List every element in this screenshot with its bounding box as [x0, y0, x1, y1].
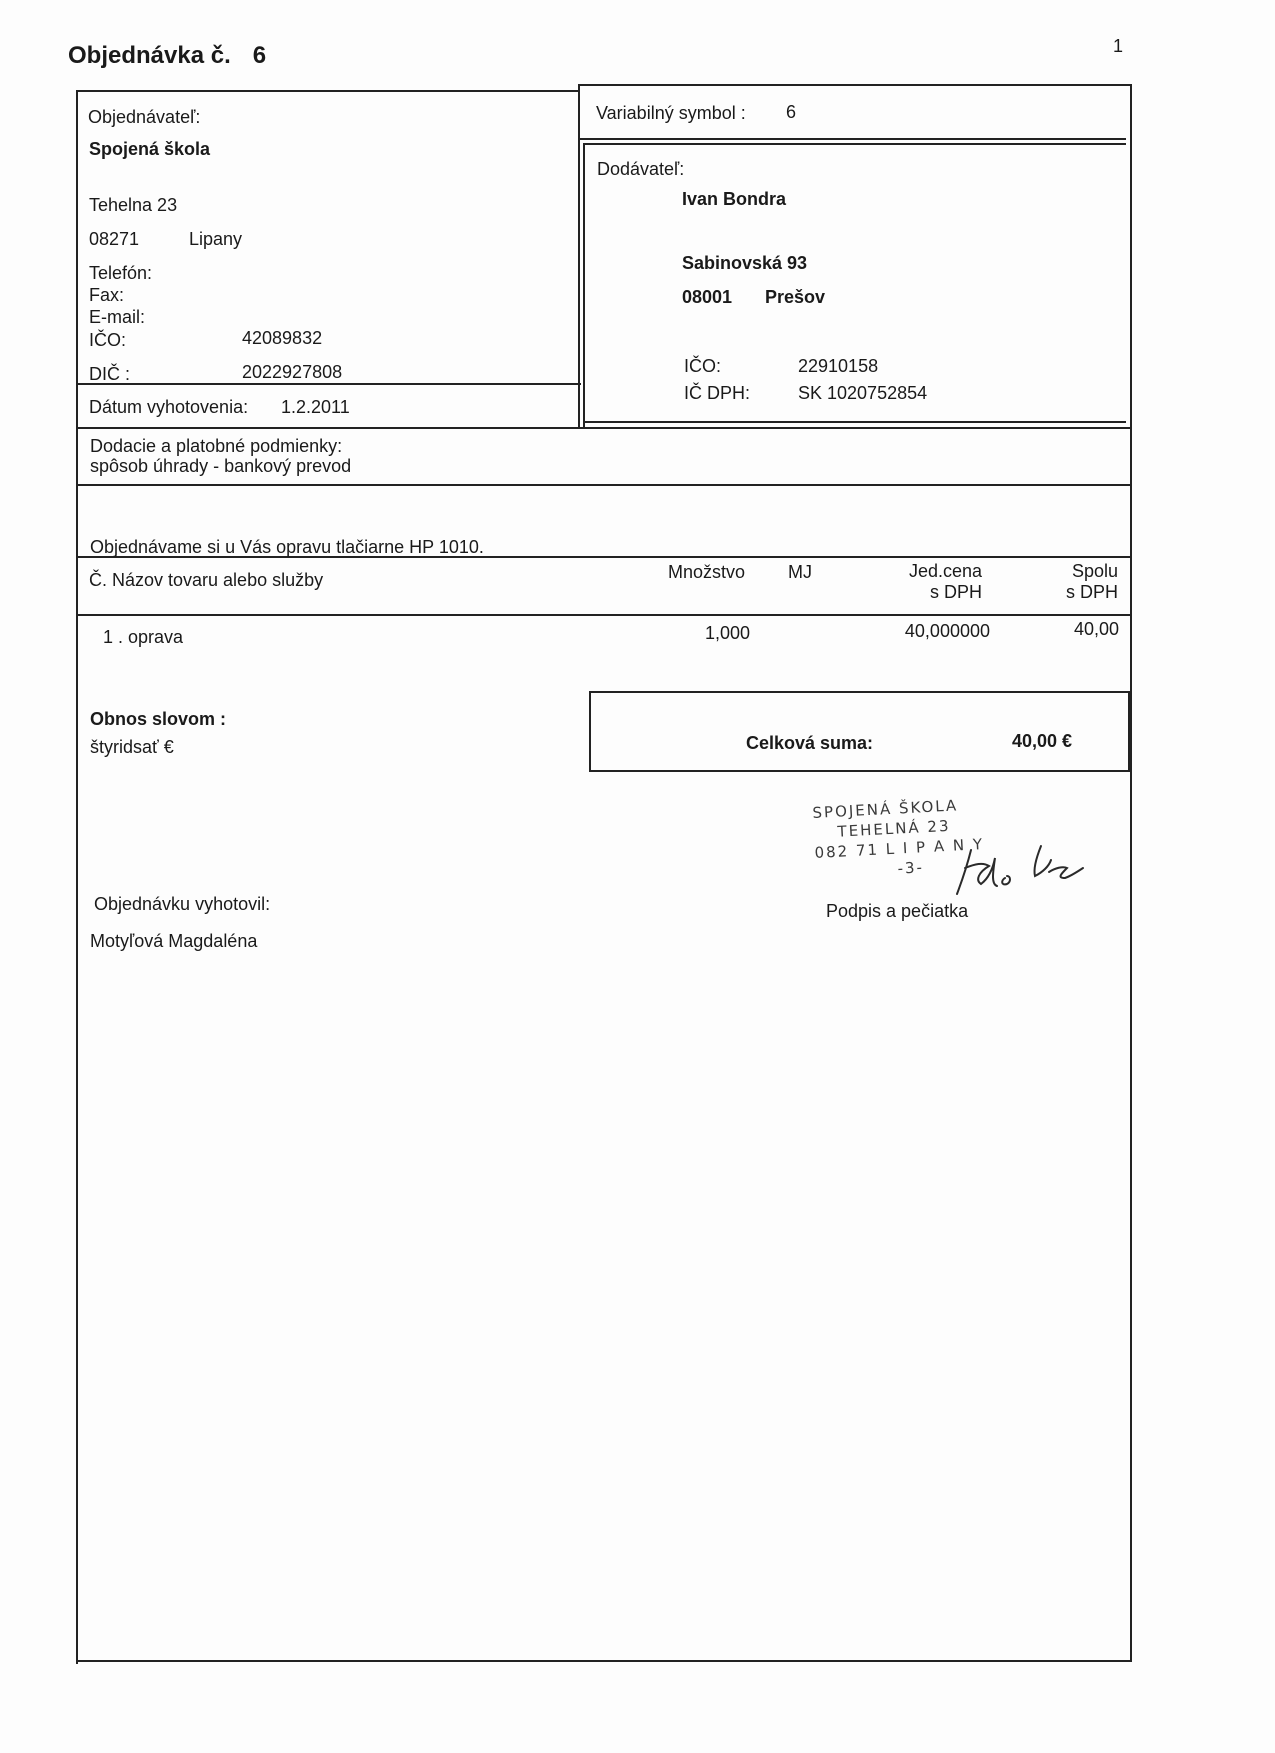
frame-top-left-border: [76, 90, 579, 92]
document-title: Objednávka č. 6: [68, 42, 267, 69]
variable-symbol-value: 6: [786, 102, 797, 122]
terms-value: spôsob úhrady - bankový prevod: [90, 456, 352, 476]
orderer-city: Lipany: [189, 229, 243, 249]
handwritten-signature: [945, 838, 1095, 902]
order-number: 6: [252, 42, 267, 69]
frame-left-border: [76, 90, 78, 1664]
supplier-street: Sabinovská 93: [682, 253, 808, 273]
total-label: Celková suma:: [746, 733, 874, 753]
supplier-inner-left-border: [583, 143, 585, 427]
supplier-ico-label: IČO:: [684, 356, 722, 376]
supplier-city: Prešov: [765, 287, 826, 307]
variable-symbol-label: Variabilný symbol :: [596, 103, 746, 123]
signature-label: Podpis a pečiatka: [826, 901, 969, 921]
amount-words-label: Obnos slovom :: [90, 709, 227, 729]
page-number: 1: [1113, 36, 1124, 56]
orderer-street: Tehelna 23: [89, 195, 178, 215]
terms-top-divider: [76, 427, 1130, 429]
amount-words-value: štyridsať €: [90, 737, 174, 757]
orderer-zip: 08271: [89, 229, 140, 249]
col-header-unit: MJ: [788, 562, 812, 582]
supplier-label: Dodávateľ:: [597, 159, 685, 179]
row-total: 40,00: [1073, 619, 1119, 639]
date-divider: [76, 383, 581, 385]
col-header-unit-price: Jed.cena s DPH: [908, 561, 982, 602]
orderer-fax-label: Fax:: [89, 285, 125, 305]
date-value: 1.2.2011: [281, 397, 350, 417]
stamp-line-2: TEHELNÁ 23: [837, 816, 951, 841]
terms-bottom-divider: [76, 484, 1130, 486]
variable-symbol-divider: [580, 138, 1126, 140]
prepared-by-label: Objednávku vyhotovil:: [94, 894, 271, 914]
col-header-qty: Množstvo: [668, 562, 746, 582]
supplier-name: Ivan Bondra: [682, 189, 787, 209]
total-value: 40,00 €: [1012, 731, 1073, 751]
orderer-name: Spojená škola: [89, 139, 211, 159]
supplier-icdph: SK 1020752854: [798, 383, 928, 403]
date-label: Dátum vyhotovenia:: [89, 397, 249, 417]
orderer-ico-label: IČO:: [89, 330, 127, 350]
row-no-name: 1 . oprava: [103, 627, 184, 647]
orderer-dic: 2022927808: [242, 362, 343, 382]
supplier-icdph-label: IČ DPH:: [684, 383, 751, 403]
orderer-dic-label: DIČ :: [89, 364, 131, 384]
col-header-no-name: Č. Názov tovaru alebo služby: [89, 570, 324, 590]
table-header-divider: [76, 614, 1130, 616]
supplier-top-border: [583, 143, 1126, 145]
orderer-label: Objednávateľ:: [88, 107, 201, 127]
frame-bottom-border: [76, 1660, 1132, 1662]
prepared-by-name: Motyľová Magdaléna: [90, 931, 258, 951]
orderer-ico: 42089832: [242, 328, 323, 348]
supplier-box-left-border: [578, 84, 580, 428]
supplier-bottom-border: [583, 421, 1126, 423]
stamp-line-3: 082 71 L I P A N Y: [814, 835, 985, 862]
frame-top-right-border: [578, 84, 1132, 86]
supplier-ico: 22910158: [798, 356, 879, 376]
orderer-email-label: E-mail:: [89, 307, 146, 327]
stamp-line-1: SPOJENÁ ŠKOLA: [812, 796, 959, 822]
supplier-zip: 08001: [682, 287, 733, 307]
col-header-total: Spolu s DPH: [1065, 561, 1118, 602]
stamp-line-4: -3-: [897, 858, 925, 878]
row-unit-price: 40,000000: [904, 621, 990, 641]
frame-right-border: [1130, 84, 1132, 1662]
order-intro: Objednávame si u Vás opravu tlačiarne HP 1010.: [90, 537, 484, 557]
row-qty: 1,000: [704, 623, 750, 643]
terms-label: Dodacie a platobné podmienky:: [90, 436, 343, 456]
orderer-phone-label: Telefón:: [89, 263, 153, 283]
